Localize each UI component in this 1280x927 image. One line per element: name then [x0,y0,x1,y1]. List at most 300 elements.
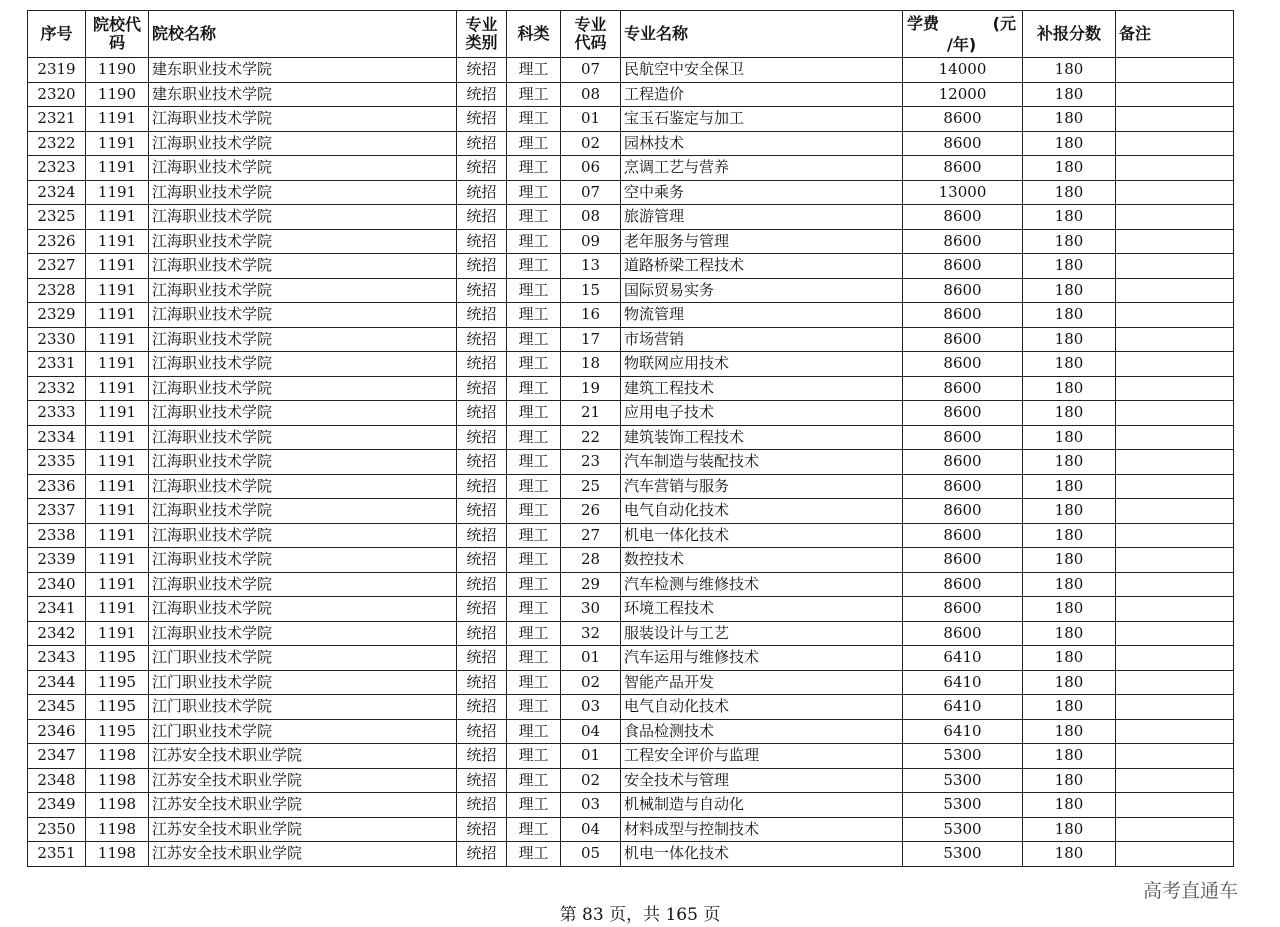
cell-subject: 理工 [507,425,561,450]
cell-subject: 理工 [507,719,561,744]
cell-major-code: 22 [561,425,621,450]
cell-category: 统招 [457,695,507,720]
cell-major-code: 19 [561,376,621,401]
cell-subject: 理工 [507,376,561,401]
cell-score: 180 [1023,695,1116,720]
cell-school-name: 江海职业技术学院 [149,597,457,622]
cell-subject: 理工 [507,695,561,720]
cell-school-code: 1191 [86,621,149,646]
cell-major-name: 老年服务与管理 [621,229,903,254]
cell-remark [1116,670,1234,695]
cell-category: 统招 [457,352,507,377]
cell-category: 统招 [457,278,507,303]
cell-category: 统招 [457,254,507,279]
cell-school-name: 江门职业技术学院 [149,719,457,744]
cell-major-code: 08 [561,205,621,230]
cell-school-name: 江苏安全技术职业学院 [149,768,457,793]
cell-remark [1116,499,1234,524]
cell-major-name: 国际贸易实务 [621,278,903,303]
watermark: 高考直通车 [1143,880,1239,902]
cell-category: 统招 [457,817,507,842]
cell-major-name: 道路桥梁工程技术 [621,254,903,279]
cell-major-name: 汽车制造与装配技术 [621,450,903,475]
cell-category: 统招 [457,597,507,622]
cell-fee: 6410 [903,670,1023,695]
cell-remark [1116,719,1234,744]
cell-school-name: 江苏安全技术职业学院 [149,817,457,842]
cell-fee: 13000 [903,180,1023,205]
cell-category: 统招 [457,768,507,793]
cell-score: 180 [1023,131,1116,156]
cell-remark [1116,474,1234,499]
cell-subject: 理工 [507,278,561,303]
cell-score: 180 [1023,744,1116,769]
cell-score: 180 [1023,499,1116,524]
cell-category: 统招 [457,793,507,818]
cell-category: 统招 [457,156,507,181]
cell-fee: 8600 [903,303,1023,328]
cell-seq: 2321 [28,107,86,132]
table-row [28,278,1234,303]
cell-score: 180 [1023,572,1116,597]
cell-subject: 理工 [507,303,561,328]
cell-category: 统招 [457,425,507,450]
cell-score: 180 [1023,450,1116,475]
cell-score: 180 [1023,352,1116,377]
cell-remark [1116,842,1234,867]
cell-major-name: 建筑装饰工程技术 [621,425,903,450]
cell-remark [1116,768,1234,793]
cell-fee: 8600 [903,621,1023,646]
cell-subject: 理工 [507,768,561,793]
cell-score: 180 [1023,597,1116,622]
cell-major-name: 物流管理 [621,303,903,328]
cell-remark [1116,744,1234,769]
cell-school-name: 江海职业技术学院 [149,254,457,279]
cell-seq: 2328 [28,278,86,303]
cell-seq: 2336 [28,474,86,499]
cell-fee: 8600 [903,401,1023,426]
cell-major-code: 25 [561,474,621,499]
table-row [28,793,1234,818]
cell-fee: 8600 [903,254,1023,279]
cell-fee: 8600 [903,376,1023,401]
cell-seq: 2351 [28,842,86,867]
cell-major-code: 23 [561,450,621,475]
cell-category: 统招 [457,401,507,426]
cell-subject: 理工 [507,842,561,867]
cell-seq: 2323 [28,156,86,181]
cell-score: 180 [1023,229,1116,254]
cell-remark [1116,401,1234,426]
cell-major-code: 21 [561,401,621,426]
cell-school-code: 1195 [86,670,149,695]
cell-major-code: 17 [561,327,621,352]
cell-seq: 2343 [28,646,86,671]
cell-score: 180 [1023,793,1116,818]
cell-category: 统招 [457,499,507,524]
cell-school-code: 1191 [86,180,149,205]
header-subject: 科类 [507,11,561,58]
cell-major-name: 工程安全评价与监理 [621,744,903,769]
cell-major-code: 02 [561,768,621,793]
cell-major-code: 04 [561,719,621,744]
cell-major-name: 宝玉石鉴定与加工 [621,107,903,132]
table-body [28,58,1234,867]
cell-school-code: 1198 [86,768,149,793]
cell-score: 180 [1023,474,1116,499]
cell-major-name: 应用电子技术 [621,401,903,426]
cell-fee: 6410 [903,695,1023,720]
cell-remark [1116,278,1234,303]
header-major-name: 专业名称 [621,11,903,58]
cell-category: 统招 [457,548,507,573]
cell-seq: 2345 [28,695,86,720]
cell-major-code: 01 [561,107,621,132]
cell-score: 180 [1023,817,1116,842]
table-row [28,205,1234,230]
cell-major-name: 材料成型与控制技术 [621,817,903,842]
cell-subject: 理工 [507,523,561,548]
cell-subject: 理工 [507,793,561,818]
cell-school-name: 江海职业技术学院 [149,107,457,132]
cell-school-code: 1191 [86,597,149,622]
cell-school-code: 1195 [86,695,149,720]
header-major-code: 专业 代码 [561,11,621,58]
cell-seq: 2348 [28,768,86,793]
cell-category: 统招 [457,303,507,328]
cell-major-code: 16 [561,303,621,328]
cell-fee: 12000 [903,82,1023,107]
cell-subject: 理工 [507,131,561,156]
cell-remark [1116,376,1234,401]
cell-seq: 2334 [28,425,86,450]
cell-fee: 5300 [903,817,1023,842]
cell-remark [1116,180,1234,205]
cell-remark [1116,548,1234,573]
cell-category: 统招 [457,670,507,695]
cell-score: 180 [1023,719,1116,744]
cell-score: 180 [1023,401,1116,426]
table-row [28,327,1234,352]
cell-category: 统招 [457,450,507,475]
cell-school-name: 江海职业技术学院 [149,474,457,499]
cell-school-name: 江海职业技术学院 [149,450,457,475]
cell-school-name: 江海职业技术学院 [149,548,457,573]
cell-category: 统招 [457,229,507,254]
cell-remark [1116,523,1234,548]
cell-major-code: 02 [561,670,621,695]
cell-major-name: 工程造价 [621,82,903,107]
cell-school-code: 1195 [86,646,149,671]
table-row [28,646,1234,671]
cell-subject: 理工 [507,58,561,83]
cell-remark [1116,303,1234,328]
cell-school-name: 江门职业技术学院 [149,670,457,695]
cell-school-code: 1191 [86,131,149,156]
cell-major-name: 园林技术 [621,131,903,156]
cell-school-code: 1191 [86,205,149,230]
cell-school-code: 1191 [86,450,149,475]
cell-fee: 8600 [903,156,1023,181]
cell-score: 180 [1023,58,1116,83]
header-category: 专业 类别 [457,11,507,58]
cell-subject: 理工 [507,450,561,475]
cell-major-code: 01 [561,744,621,769]
cell-seq: 2333 [28,401,86,426]
cell-school-code: 1191 [86,499,149,524]
cell-school-code: 1190 [86,58,149,83]
cell-category: 统招 [457,842,507,867]
cell-school-name: 江海职业技术学院 [149,205,457,230]
cell-fee: 6410 [903,719,1023,744]
cell-score: 180 [1023,646,1116,671]
cell-seq: 2327 [28,254,86,279]
table-row [28,719,1234,744]
cell-major-name: 机械制造与自动化 [621,793,903,818]
cell-fee: 8600 [903,425,1023,450]
cell-major-code: 09 [561,229,621,254]
cell-school-name: 江门职业技术学院 [149,695,457,720]
cell-remark [1116,229,1234,254]
cell-major-name: 旅游管理 [621,205,903,230]
cell-school-name: 江海职业技术学院 [149,278,457,303]
cell-subject: 理工 [507,352,561,377]
cell-school-name: 江海职业技术学院 [149,303,457,328]
cell-seq: 2347 [28,744,86,769]
cell-school-name: 江海职业技术学院 [149,180,457,205]
cell-subject: 理工 [507,401,561,426]
cell-school-code: 1198 [86,793,149,818]
cell-subject: 理工 [507,646,561,671]
cell-major-code: 32 [561,621,621,646]
table-row [28,401,1234,426]
table-row [28,695,1234,720]
cell-subject: 理工 [507,327,561,352]
cell-seq: 2332 [28,376,86,401]
cell-major-code: 15 [561,278,621,303]
cell-school-name: 江海职业技术学院 [149,229,457,254]
cell-major-name: 民航空中安全保卫 [621,58,903,83]
cell-major-code: 27 [561,523,621,548]
cell-score: 180 [1023,156,1116,181]
table-row [28,156,1234,181]
cell-major-name: 智能产品开发 [621,670,903,695]
table-row [28,450,1234,475]
cell-score: 180 [1023,376,1116,401]
cell-seq: 2335 [28,450,86,475]
cell-major-code: 03 [561,695,621,720]
cell-school-code: 1191 [86,376,149,401]
cell-seq: 2337 [28,499,86,524]
table-row [28,229,1234,254]
cell-fee: 8600 [903,352,1023,377]
cell-major-name: 服装设计与工艺 [621,621,903,646]
cell-school-name: 江海职业技术学院 [149,523,457,548]
cell-remark [1116,156,1234,181]
table-row [28,621,1234,646]
cell-remark [1116,205,1234,230]
cell-major-code: 07 [561,180,621,205]
cell-remark [1116,450,1234,475]
table-row [28,131,1234,156]
cell-school-code: 1198 [86,817,149,842]
cell-school-code: 1190 [86,82,149,107]
cell-seq: 2325 [28,205,86,230]
cell-category: 统招 [457,82,507,107]
cell-category: 统招 [457,719,507,744]
cell-seq: 2320 [28,82,86,107]
cell-remark [1116,82,1234,107]
cell-seq: 2322 [28,131,86,156]
cell-fee: 8600 [903,205,1023,230]
cell-subject: 理工 [507,205,561,230]
cell-seq: 2319 [28,58,86,83]
cell-school-name: 江海职业技术学院 [149,156,457,181]
cell-major-code: 07 [561,58,621,83]
cell-remark [1116,597,1234,622]
table-row [28,744,1234,769]
cell-school-name: 江海职业技术学院 [149,131,457,156]
cell-subject: 理工 [507,474,561,499]
cell-seq: 2344 [28,670,86,695]
cell-school-code: 1191 [86,548,149,573]
cell-subject: 理工 [507,670,561,695]
cell-subject: 理工 [507,180,561,205]
header-row [28,11,1234,58]
cell-major-code: 28 [561,548,621,573]
cell-school-code: 1195 [86,719,149,744]
cell-school-name: 江海职业技术学院 [149,401,457,426]
cell-major-name: 建筑工程技术 [621,376,903,401]
cell-category: 统招 [457,523,507,548]
cell-seq: 2339 [28,548,86,573]
cell-category: 统招 [457,107,507,132]
cell-school-name: 江海职业技术学院 [149,327,457,352]
header-school-code: 院校代 码 [86,11,149,58]
cell-category: 统招 [457,572,507,597]
cell-score: 180 [1023,278,1116,303]
cell-seq: 2338 [28,523,86,548]
cell-school-code: 1198 [86,744,149,769]
cell-school-code: 1191 [86,156,149,181]
cell-score: 180 [1023,548,1116,573]
cell-category: 统招 [457,131,507,156]
cell-category: 统招 [457,205,507,230]
cell-score: 180 [1023,180,1116,205]
table-row [28,572,1234,597]
cell-score: 180 [1023,670,1116,695]
cell-score: 180 [1023,842,1116,867]
cell-school-name: 江门职业技术学院 [149,646,457,671]
table-row [28,107,1234,132]
cell-remark [1116,793,1234,818]
cell-subject: 理工 [507,156,561,181]
cell-school-name: 江海职业技术学院 [149,352,457,377]
cell-school-name: 江海职业技术学院 [149,376,457,401]
cell-subject: 理工 [507,817,561,842]
cell-major-code: 02 [561,131,621,156]
cell-major-name: 汽车营销与服务 [621,474,903,499]
table-row [28,842,1234,867]
cell-major-name: 食品检测技术 [621,719,903,744]
cell-seq: 2326 [28,229,86,254]
cell-major-code: 03 [561,793,621,818]
cell-subject: 理工 [507,107,561,132]
table-row [28,425,1234,450]
cell-school-name: 江苏安全技术职业学院 [149,744,457,769]
cell-score: 180 [1023,327,1116,352]
cell-subject: 理工 [507,621,561,646]
cell-score: 180 [1023,303,1116,328]
cell-school-code: 1191 [86,107,149,132]
cell-category: 统招 [457,474,507,499]
table-row [28,82,1234,107]
cell-school-code: 1198 [86,842,149,867]
cell-seq: 2349 [28,793,86,818]
cell-remark [1116,131,1234,156]
cell-fee: 5300 [903,793,1023,818]
cell-category: 统招 [457,376,507,401]
cell-remark [1116,254,1234,279]
cell-subject: 理工 [507,254,561,279]
cell-seq: 2341 [28,597,86,622]
cell-major-code: 08 [561,82,621,107]
cell-major-name: 电气自动化技术 [621,499,903,524]
cell-fee: 8600 [903,499,1023,524]
cell-category: 统招 [457,327,507,352]
cell-school-code: 1191 [86,425,149,450]
cell-seq: 2330 [28,327,86,352]
cell-score: 180 [1023,425,1116,450]
cell-score: 180 [1023,621,1116,646]
cell-fee: 8600 [903,474,1023,499]
table-row [28,180,1234,205]
cell-major-name: 机电一体化技术 [621,523,903,548]
cell-seq: 2331 [28,352,86,377]
cell-major-name: 物联网应用技术 [621,352,903,377]
table-row [28,548,1234,573]
table-row [28,58,1234,83]
cell-remark [1116,107,1234,132]
cell-school-code: 1191 [86,254,149,279]
cell-school-name: 江海职业技术学院 [149,621,457,646]
cell-subject: 理工 [507,572,561,597]
cell-fee: 5300 [903,744,1023,769]
cell-school-code: 1191 [86,401,149,426]
cell-remark [1116,572,1234,597]
table-row [28,768,1234,793]
cell-seq: 2342 [28,621,86,646]
header-seq: 序号 [28,11,86,58]
cell-major-code: 30 [561,597,621,622]
cell-major-code: 06 [561,156,621,181]
cell-major-name: 机电一体化技术 [621,842,903,867]
cell-major-name: 汽车检测与维修技术 [621,572,903,597]
cell-subject: 理工 [507,82,561,107]
cell-remark [1116,817,1234,842]
cell-fee: 8600 [903,523,1023,548]
cell-seq: 2346 [28,719,86,744]
cell-subject: 理工 [507,597,561,622]
cell-major-code: 01 [561,646,621,671]
cell-fee: 14000 [903,58,1023,83]
table-row [28,499,1234,524]
cell-school-code: 1191 [86,572,149,597]
table-row [28,474,1234,499]
cell-school-name: 江苏安全技术职业学院 [149,793,457,818]
cell-score: 180 [1023,82,1116,107]
